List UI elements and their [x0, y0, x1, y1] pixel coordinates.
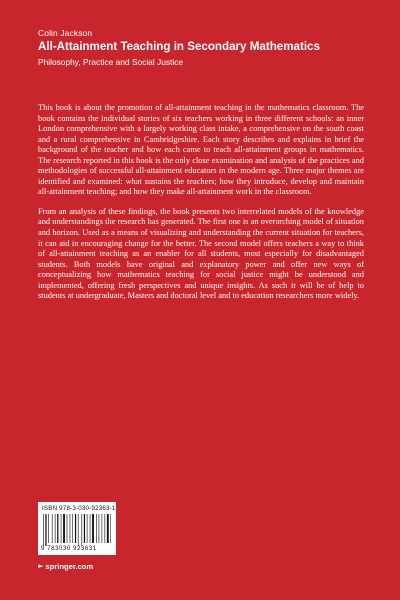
book-title: All-Attainment Teaching in Secondary Mathematics: [38, 40, 320, 53]
book-subtitle: Philosophy, Practice and Social Justice: [38, 57, 184, 67]
isbn-label: ISBN 978-3-030-92363-1: [42, 505, 116, 512]
barcode-bars: [43, 514, 111, 546]
right-arrow-icon: ►: [38, 562, 44, 570]
publisher-url: springer.com: [45, 562, 94, 571]
author-name: Colin Jackson: [38, 28, 93, 38]
blurb-paragraph: From an analysis of these findings, the book presents two interrelated models of the knowledge and understandings the research has generated. The first one is an overarching model of situation and horizon. Used as a means of visualizing and understanding the current situation for teachers, it can aid in encouraging change for the better. The second model offers teachers a way to think of all-attainment teaching as an enabler for all students, most especially for disadvantaged students. Both models have original and explanatory power and offer new ways of conceptualizing how mathematics teaching for social justice might be understood and implemented, offering fresh perspectives and unique insights. As such it will be of help to students at undergraduate, Masters and doctoral level and to education researchers more widely.: [38, 206, 364, 301]
barcode-digits: 9 783030 923631: [41, 546, 97, 552]
blurb-paragraph: This book is about the promotion of all-attainment teaching in the mathematics classroom. The book contains the individual stories of six teachers working in three different schools: an inner London comprehensive with a largely working class intake, a comprehensive on the south coast and a rural comprehensive in Cambridgeshire. Each story describes and explains in brief the background of the teacher and how each came to teach all-attainment groups in mathematics. The research reported in this book is the only close examination and analysis of the practices and methodologies of successful all-attainment educators in the modern age. Three major themes are identified and examined: what sustains the teachers; how they introduce, develop and maintain all-attainment teaching; and how they make all-attainment work in the classroom.: [38, 103, 364, 197]
blurb-text: [38, 103, 364, 311]
publisher-link[interactable]: [38, 562, 93, 571]
barcode: [38, 502, 116, 555]
